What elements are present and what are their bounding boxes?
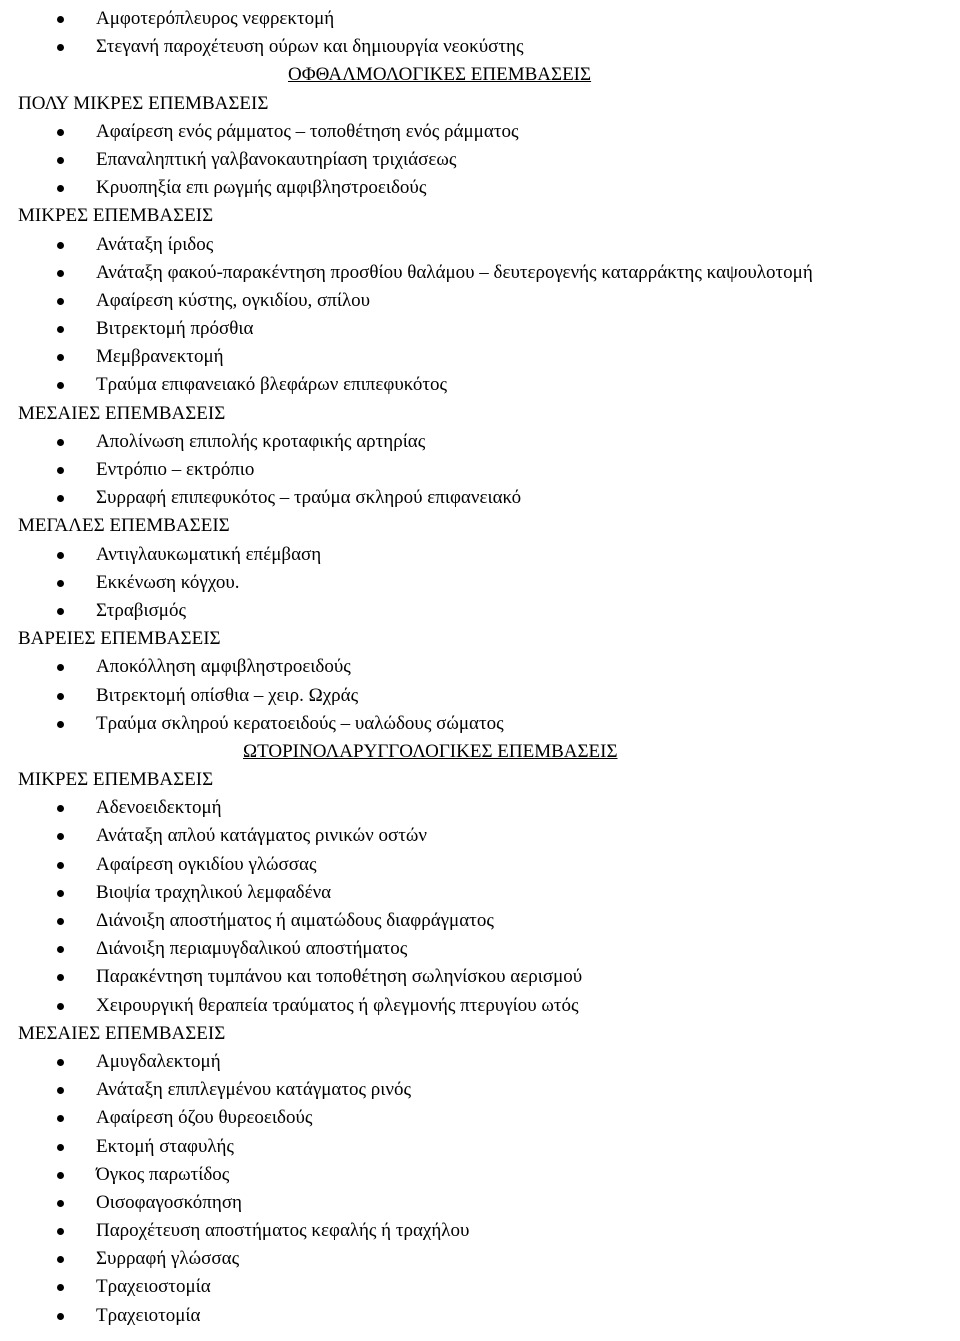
- bullet-icon: [57, 1284, 64, 1291]
- list-item-text: Ανάταξη επιπλεγμένου κατάγματος ρινός: [96, 1079, 411, 1101]
- bullet-icon: [57, 157, 64, 164]
- bullet-icon: [57, 974, 64, 981]
- list-item: [0, 541, 960, 569]
- bullet-icon: [57, 242, 64, 249]
- list-item: [0, 428, 960, 456]
- list-item-text: Απολίνωση επιπολής κροταφικής αρτηρίας: [96, 430, 426, 452]
- list-item: [0, 1189, 960, 1217]
- bullet-icon: [57, 608, 64, 615]
- list-item-text: Κρυοπηξία επι ρωγμής αμφιβληστροειδούς: [96, 177, 427, 199]
- bullet-icon: [57, 721, 64, 728]
- bullet-icon: [57, 270, 64, 277]
- list-item-text: Αμφοτερόπλευρος νεφρεκτομή: [96, 8, 335, 29]
- list-item-text: Τραχειοτομία: [96, 1304, 201, 1326]
- list-item-text: Ανάταξη φακού-παρακέντηση προσθίου θαλάμου – δευτερογενής καταρράκτης καψουλοτομή: [96, 261, 813, 283]
- list-item-text: Παροχέτευση αποστήματος κεφαλής ή τραχήλου: [96, 1220, 470, 1242]
- bullet-icon: [57, 129, 64, 136]
- list-item: [0, 597, 960, 625]
- list-item: [0, 1048, 960, 1076]
- bullet-icon: [57, 1115, 64, 1122]
- list-item-text: Εκτομή σταφυλής: [96, 1135, 234, 1157]
- list-item-text: Αφαίρεση κύστης, ογκιδίου, σπίλου: [96, 289, 371, 311]
- bullet-icon: [57, 1256, 64, 1263]
- list-item: [0, 371, 960, 399]
- list-item: [0, 174, 960, 202]
- list-item-text: Συρραφή γλώσσας: [96, 1248, 240, 1270]
- list-item: [0, 992, 960, 1020]
- list-item: [0, 963, 960, 991]
- section-heading-very-small: ΠΟΛΥ ΜΙΚΡΕΣ ΕΠΕΜΒΑΣΕΙΣ: [18, 92, 269, 114]
- section-heading-heavy: ΒΑΡΕΙΕΣ ΕΠΕΜΒΑΣΕΙΣ: [18, 628, 221, 650]
- list-item: [0, 287, 960, 315]
- list-item-text: Στεγανή παροχέτευση ούρων και δημιουργία νεοκύστης: [96, 36, 524, 58]
- list-item-text: Μεμβρανεκτομή: [96, 346, 224, 368]
- list-item-text: Στραβισμός: [96, 599, 187, 621]
- list-item: [0, 907, 960, 935]
- bullet-icon: [57, 16, 64, 23]
- list-item-text: Χειρουργική θεραπεία τραύματος ή φλεγμονής πτερυγίου ωτός: [96, 994, 579, 1016]
- list-item-text: Διάνοιξη περιαμυγδαλικού αποστήματος: [96, 938, 408, 960]
- list-item: [0, 1161, 960, 1189]
- bullet-icon: [57, 1059, 64, 1066]
- list-item: [0, 1076, 960, 1104]
- list-item-text: Αντιγλαυκωματική επέμβαση: [96, 543, 322, 565]
- ophthalmology-title: ΟΦΘΑΛΜΟΛΟΓΙΚΕΣ ΕΠΕΜΒΑΣΕΙΣ: [288, 64, 592, 86]
- bullet-icon: [57, 354, 64, 361]
- bullet-icon: [57, 1003, 64, 1010]
- bullet-icon: [57, 862, 64, 869]
- bullet-icon: [57, 1172, 64, 1179]
- list-item-text: Αμυγδαλεκτομή: [96, 1050, 221, 1072]
- list-item: [0, 851, 960, 879]
- list-item-text: Εκκένωση κόγχου.: [96, 571, 240, 593]
- list-item-text: Παρακέντηση τυμπάνου και τοποθέτηση σωληνίσκου αερισμού: [96, 966, 583, 988]
- list-item-text: Ανάταξη ίριδος: [96, 233, 214, 255]
- bullet-icon: [57, 693, 64, 700]
- bullet-icon: [57, 298, 64, 305]
- bullet-icon: [57, 439, 64, 446]
- list-item: [0, 935, 960, 963]
- list-item-text: Επαναληπτική γαλβανοκαυτηρίαση τριχιάσεως: [96, 148, 457, 170]
- list-item: [0, 5, 960, 33]
- bullet-icon: [57, 1313, 64, 1320]
- list-item: [0, 1302, 960, 1330]
- list-item: [0, 456, 960, 484]
- list-item-text: Βιτρεκτομή πρόσθια: [96, 318, 254, 340]
- list-item: [0, 1133, 960, 1161]
- bullet-icon: [57, 44, 64, 51]
- bullet-icon: [57, 1228, 64, 1235]
- list-item: [0, 343, 960, 371]
- bullet-icon: [57, 1200, 64, 1207]
- list-item: [0, 315, 960, 343]
- list-item: [0, 710, 960, 738]
- bullet-icon: [57, 946, 64, 953]
- list-item: [0, 1273, 960, 1301]
- list-item-text: Αφαίρεση ενός ράμματος – τοποθέτηση ενός ράμματος: [96, 120, 519, 142]
- bullet-icon: [57, 580, 64, 587]
- list-item-text: Διάνοιξη αποστήματος ή αιματώδους διαφράγματος: [96, 910, 494, 931]
- document-page: [0, 5, 960, 1330]
- bullet-icon: [57, 495, 64, 502]
- list-item: [0, 653, 960, 681]
- list-item: [0, 118, 960, 146]
- list-item-text: Συρραφή επιπεφυκότος – τραύμα σκληρού επιφανειακό: [96, 487, 522, 509]
- list-item: [0, 1104, 960, 1132]
- list-item-text: Αδενοειδεκτομή: [96, 797, 222, 819]
- list-item: [0, 146, 960, 174]
- bullet-icon: [57, 1087, 64, 1094]
- section-heading-medium: ΜΕΣΑΙΕΣ ΕΠΕΜΒΑΣΕΙΣ: [18, 402, 226, 424]
- section-heading-small: ΜΙΚΡΕΣ ΕΠΕΜΒΑΣΕΙΣ: [18, 205, 214, 227]
- bullet-icon: [57, 552, 64, 559]
- list-item-text: Βιοψία τραχηλικού λεμφαδένα: [96, 881, 332, 903]
- list-item: [0, 569, 960, 597]
- list-item: [0, 33, 960, 61]
- bullet-icon: [57, 833, 64, 840]
- section-heading-large: ΜΕΓΑΛΕΣ ΕΠΕΜΒΑΣΕΙΣ: [18, 515, 230, 537]
- list-item: [0, 484, 960, 512]
- list-item-text: Τραύμα σκληρού κερατοειδούς – υαλώδους σώματος: [96, 712, 504, 734]
- list-item-text: Εντρόπιο – εκτρόπιο: [96, 459, 255, 480]
- list-item: [0, 1217, 960, 1245]
- bullet-icon: [57, 326, 64, 333]
- section-heading-medium: ΜΕΣΑΙΕΣ ΕΠΕΜΒΑΣΕΙΣ: [18, 1022, 226, 1044]
- list-item-text: Οισοφαγοσκόπηση: [96, 1191, 242, 1213]
- list-item-text: Τραχειοστομία: [96, 1276, 211, 1298]
- bullet-icon: [57, 805, 64, 812]
- list-item: [0, 682, 960, 710]
- list-item-text: Αφαίρεση ογκιδίου γλώσσας: [96, 853, 317, 875]
- list-item-text: Τραύμα επιφανειακό βλεφάρων επιπεφυκότος: [96, 374, 448, 396]
- bullet-icon: [57, 1144, 64, 1151]
- list-item: [0, 259, 960, 287]
- list-item-text: Βιτρεκτομή οπίσθια – χειρ. Ωχράς: [96, 684, 359, 706]
- list-item-text: Αφαίρεση όζου θυρεοειδούς: [96, 1107, 313, 1129]
- list-item-text: Ανάταξη απλού κατάγματος ρινικών οστών: [96, 825, 427, 847]
- bullet-icon: [57, 890, 64, 897]
- list-item: [0, 231, 960, 259]
- bullet-icon: [57, 918, 64, 925]
- list-item: [0, 1245, 960, 1273]
- ent-title: ΩΤΟΡΙΝΟΛΑΡΥΓΓΟΛΟΓΙΚΕΣ ΕΠΕΜΒΑΣΕΙΣ: [243, 740, 618, 762]
- bullet-icon: [57, 185, 64, 192]
- bullet-icon: [57, 664, 64, 671]
- bullet-icon: [57, 382, 64, 389]
- section-heading-small: ΜΙΚΡΕΣ ΕΠΕΜΒΑΣΕΙΣ: [18, 769, 214, 791]
- list-item-text: Αποκόλληση αμφιβληστροειδούς: [96, 656, 351, 678]
- list-item-text: Όγκος παρωτίδος: [96, 1163, 230, 1185]
- list-item: [0, 879, 960, 907]
- list-item: [0, 822, 960, 850]
- bullet-icon: [57, 467, 64, 474]
- list-item: [0, 794, 960, 822]
